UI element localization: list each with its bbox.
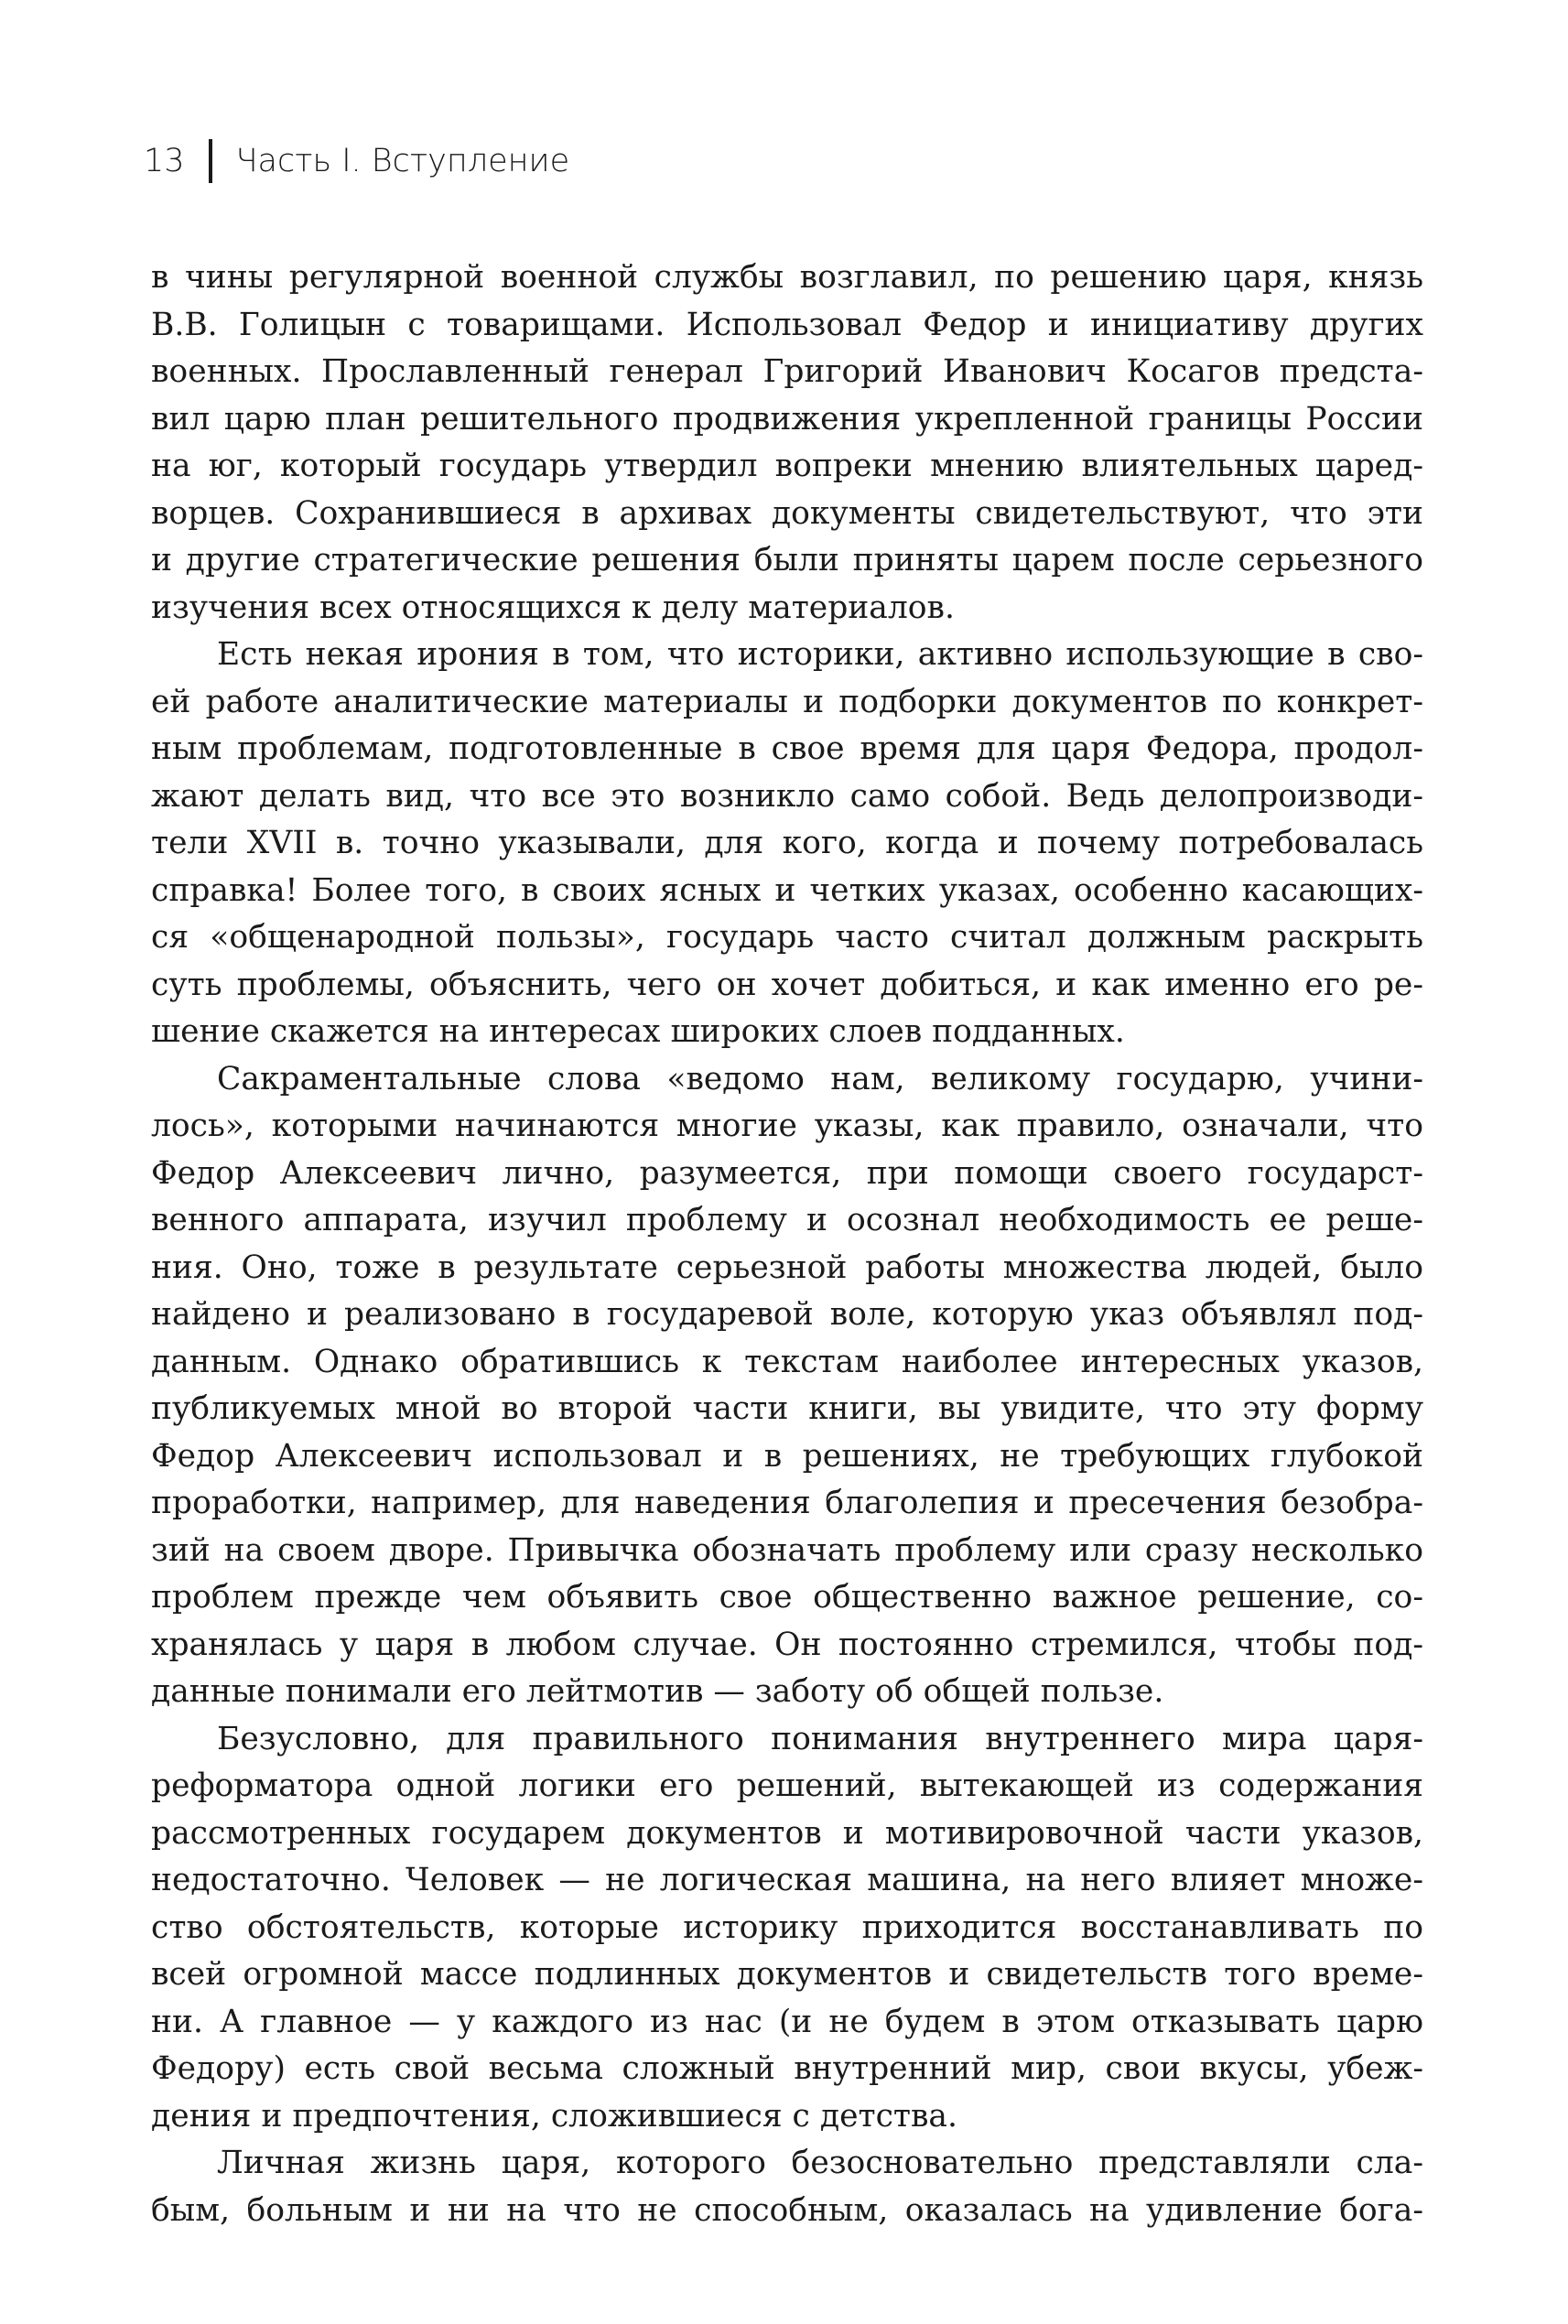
text-line: реформатора одной логики его решений, вытекающей из содержания xyxy=(151,1767,1423,1804)
text-line: дения и предпочтения, сложившиеся с детства. xyxy=(151,2097,957,2135)
text-line: проблем прежде чем объявить свое общественно важное решение, со- xyxy=(151,1579,1423,1616)
text-line: шение скажется на интересах широких слоев подданных. xyxy=(151,1013,1125,1050)
text-line: бым, больным и ни на что не способным, оказалась на удивление бога- xyxy=(151,2191,1423,2229)
body-text xyxy=(151,254,1423,2234)
text-line: зий на своем дворе. Привычка обозначать проблему или сразу несколько xyxy=(151,1531,1423,1569)
text-line: данным. Однако обратившись к текстам наиболее интересных указов, xyxy=(151,1343,1423,1380)
text-line: лось», которыми начинаются многие указы, как правило, означали, что xyxy=(151,1108,1423,1144)
paragraph xyxy=(151,1716,1423,2141)
text-line: ным проблемам, подготовленные в свое время для царя Федора, продол- xyxy=(151,730,1423,767)
paragraph xyxy=(151,1056,1423,1716)
text-line: хранялась у царя в любом случае. Он постоянно стремился, чтобы под- xyxy=(151,1626,1423,1663)
text-line: В.В. Голицын с товарищами. Использовал Федор и инициативу других xyxy=(151,306,1423,343)
text-line: Федор Алексеевич использовал и в решениях, не требующих глубокой xyxy=(151,1437,1423,1475)
header-divider xyxy=(209,139,212,183)
text-line: ство обстоятельств, которые историку приходится восстанавливать по xyxy=(151,1908,1423,1946)
text-line: Федору) есть свой весьма сложный внутренний мир, свои вкусы, убеж- xyxy=(151,2050,1423,2087)
text-line: публикуемых мной во второй части книги, вы увидите, что эту форму xyxy=(151,1390,1423,1427)
running-title: Часть I. Вступление xyxy=(235,143,570,179)
paragraph xyxy=(151,632,1423,1056)
text-line: справка! Более того, в своих ясных и четких указах, особенно касающих- xyxy=(151,871,1423,909)
paragraph xyxy=(151,254,1423,632)
text-line: ния. Оно, тоже в результате серьезной работы множества людей, было xyxy=(151,1248,1423,1286)
text-line: Безусловно, для правильного понимания внутреннего мира царя- xyxy=(217,1720,1423,1757)
text-line: на юг, который государь утвердил вопреки мнению влиятельных царед- xyxy=(151,448,1423,484)
text-line: суть проблемы, объяснить, чего он хочет добиться, и как именно его ре- xyxy=(151,966,1423,1003)
text-line: военных. Прославленный генерал Григорий Иванович Косагов предста- xyxy=(151,353,1423,390)
text-line: ворцев. Сохранившиеся в архивах документы свидетельствуют, что эти xyxy=(151,494,1423,532)
text-line: Федор Алексеевич лично, разумеется, при помощи своего государст- xyxy=(151,1154,1423,1192)
text-line: тели XVII в. точно указывали, для кого, когда и почему потребовалась xyxy=(151,825,1423,861)
text-line: Есть некая ирония в том, что историки, активно использующие в сво- xyxy=(217,636,1423,673)
paragraph xyxy=(151,2140,1423,2234)
text-line: проработки, например, для наведения благолепия и пресечения безобра- xyxy=(151,1485,1423,1521)
text-line: и другие стратегические решения были приняты царем после серьезного xyxy=(151,542,1423,578)
text-line: венного аппарата, изучил проблему и осознал необходимость ее реше- xyxy=(151,1202,1423,1238)
text-line: недостаточно. Человек — не логическая машина, на него влияет множе- xyxy=(151,1862,1423,1898)
text-line: всей огромной массе подлинных документов и свидетельств того време- xyxy=(151,1956,1423,1993)
text-line: в чины регулярной военной службы возглавил, по решению царя, князь xyxy=(151,259,1423,296)
text-line: Сакраментальные слова «ведомо нам, великому государю, учини- xyxy=(217,1060,1423,1097)
running-header xyxy=(144,135,569,187)
text-line: Личная жизнь царя, которого безосновательно представляли сла- xyxy=(217,2145,1423,2181)
text-line: ся «общенародной пользы», государь часто считал должным раскрыть xyxy=(151,919,1423,956)
text-line: найдено и реализовано в государевой воле, которую указ объявлял под- xyxy=(151,1296,1423,1333)
text-line: ни. А главное — у каждого из нас (и не будем в этом отказывать царю xyxy=(151,2003,1423,2040)
page-number: 13 xyxy=(144,143,185,179)
text-line: вил царю план решительного продвижения укрепленной границы России xyxy=(151,400,1423,438)
text-line: жают делать вид, что все это возникло само собой. Ведь делопроизводи- xyxy=(151,777,1423,815)
text-line: данные понимали его лейтмотив — заботу об общей пользе. xyxy=(151,1673,1164,1710)
text-line: ей работе аналитические материалы и подборки документов по конкрет- xyxy=(151,683,1423,720)
text-line: изучения всех относящихся к делу материалов. xyxy=(151,589,955,626)
text-line: рассмотренных государем документов и мотивировочной части указов, xyxy=(151,1814,1423,1852)
